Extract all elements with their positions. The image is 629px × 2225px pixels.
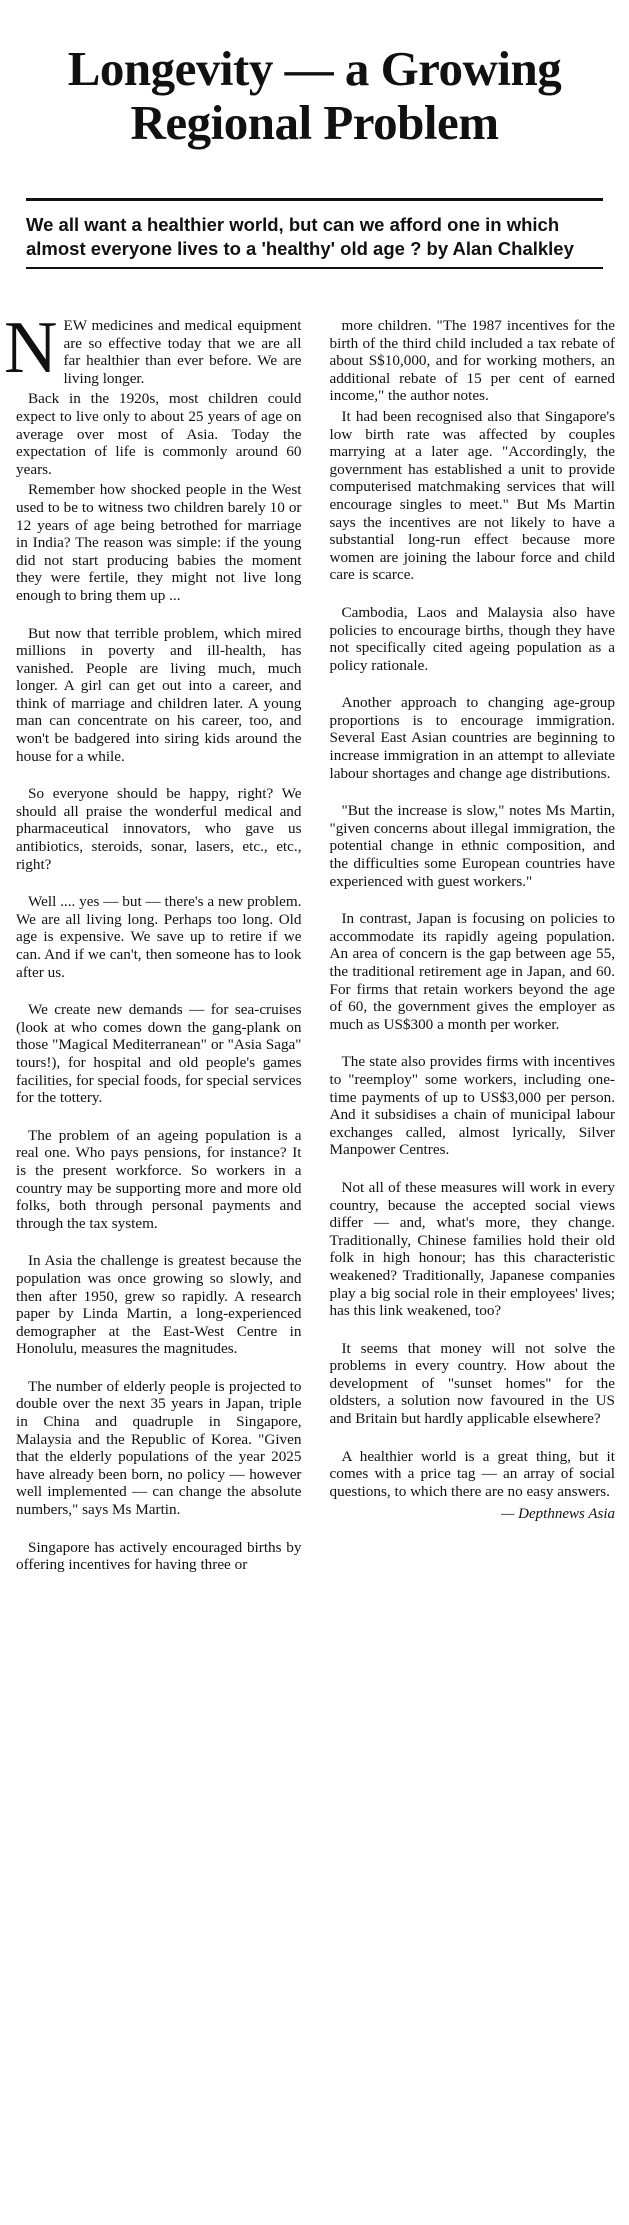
drop-cap: N [4,307,58,389]
paragraph: In Asia the challenge is greatest because the population was once growing so slowly, and then after 1950, grew so rapidly. A research paper by Linda Martin, a long-experienced demographer at the East-West Centre in Honolulu, measures the magnitudes. [16,1252,302,1358]
paragraph: Another approach to changing age-group proportions is to encourage immigration. Several East Asian countries are beginning to increase immigration in an attempt to alleviate labour shortages and change age distributions. [329,694,615,782]
paragraph: more children. "The 1987 incentives for the birth of the third child included a tax rebate of about S$10,000, and for working mothers, an additional rebate of 15 per cent of earned income," the author notes. [329,317,615,405]
paragraph: Not all of these measures will work in every country, because the accepted social views differ — and, what's more, they change. Traditionally, Chinese families hold their old folk in high honour; has this characteristic weakened? Traditionally, Japanese companies play a big social role in their employees' lives; has this link weakened, too? [329,1178,615,1320]
paragraph-text: EW medicines and medical equipment are so effective today that we are all far healthier than ever before. We are living longer. [63,317,302,387]
paragraph: Well .... yes — but — there's a new problem. We are all living long. Perhaps too long. Old age is expensive. We save up to retire if we can. And if we can't, then someone has to look after us. [16,893,302,981]
paragraph [4,307,302,389]
column-right [330,317,616,1574]
paragraph: Back in the 1920s, most children could expect to live only to about 25 years of age on average over most of Asia. Today the expectation of life is commonly around 60 years. [16,390,302,478]
paragraph: The number of elderly people is projected to double over the next 35 years in Japan, triple in China and quadruple in Singapore, Malaysia and the Republic of Korea. "Given that the elderly populations of the year 2025 have already been born, no policy — however well implemented — can change the absolute numbers," says Ms Martin. [16,1377,302,1519]
paragraph: Cambodia, Laos and Malaysia also have policies to encourage births, though they have not specifically cited ageing population as a policy rationale. [329,603,615,674]
paragraph: But now that terrible problem, which mired millions in poverty and ill-health, has vanished. People are living much, much longer. A girl can get out into a career, and think of marriage and children later. A young man can concentrate on his career, too, and won't be badgered into siring kids around the house for a while. [16,624,302,765]
source-credit: — Depthnews Asia [501,1506,615,1523]
paragraph: The state also provides firms with incentives to "reemploy" some workers, including one-time payments of up to US$3,000 per person. And it subsidises a chain of municipal labour exchanges called, almost lyrically, Silver Manpower Centres. [329,1053,615,1159]
article-title [0,0,629,150]
paragraph: A healthier world is a great thing, but it comes with a price tag — an array of social questions, to which there are no easy answers. [329,1447,615,1500]
title-line-2: Regional Problem [130,95,499,150]
column-left [4,307,302,1574]
standfirst-rule [26,267,603,269]
paragraph: Singapore has actively encouraged births by offering incentives for having three or [16,1538,302,1574]
paragraph: "But the increase is slow," notes Ms Martin, "given concerns about illegal immigration, the potential change in ethnic composition, and the difficulties some European countries have experienced with guest workers." [329,802,615,890]
paragraph: So everyone should be happy, right? We should all praise the wonderful medical and pharmaceutical innovators, who gave us antibiotics, steroids, sonar, lasers, etc., etc., right? [16,785,302,873]
paragraph: We create new demands — for sea-cruises (look at who comes down the gang-plank on those "Magical Mediterranean" or "Asia Saga" tours!), for hospital and old people's games facilities, for special foods, for special services for the tottery. [16,1001,302,1107]
paragraph: It seems that money will not solve the problems in every country. How about the development of "sunset homes" for the oldsters, a solution now favoured in the US and Britain but hardly applicable elsewhere? [329,1339,615,1428]
paragraph: It had been recognised also that Singapore's low birth rate was affected by couples marrying at a later age. "Accordingly, the government has established a unit to provide computerised matchmaking services that will encourage singles to meet." But Ms Martin says the incentives are not likely to have a substantial long-run effect because more women are joining the labour force and child care is scarce. [329,407,615,584]
title-line-1: Longevity — a Growing [67,41,562,96]
article-body [4,307,615,1574]
standfirst: We all want a healthier world, but can we afford one in which almost everyone lives to a 'healthy' old age ? by Alan Chalkley [26,198,603,267]
paragraph: Remember how shocked people in the West used to be to witness two children barely 10 or 12 years of age being betrothed for marriage in India? The reason was simple: if the young did not start producing babies the moment they were fertile, they might not live long enough to bring them up ... [16,481,302,604]
paragraph: In contrast, Japan is focusing on policies to accommodate its rapidly ageing population. An area of concern is the gap between age 55, the traditional retirement age in Japan, and 60. For firms that retain workers beyond the age of 60, the government gives the employer as much as US$300 a month per worker. [329,910,615,1033]
paragraph: The problem of an ageing population is a real one. Who pays pensions, for instance? It is the present workforce. So workers in a country may be supporting more and more old folks, both through personal payments and through the tax system. [16,1126,302,1232]
